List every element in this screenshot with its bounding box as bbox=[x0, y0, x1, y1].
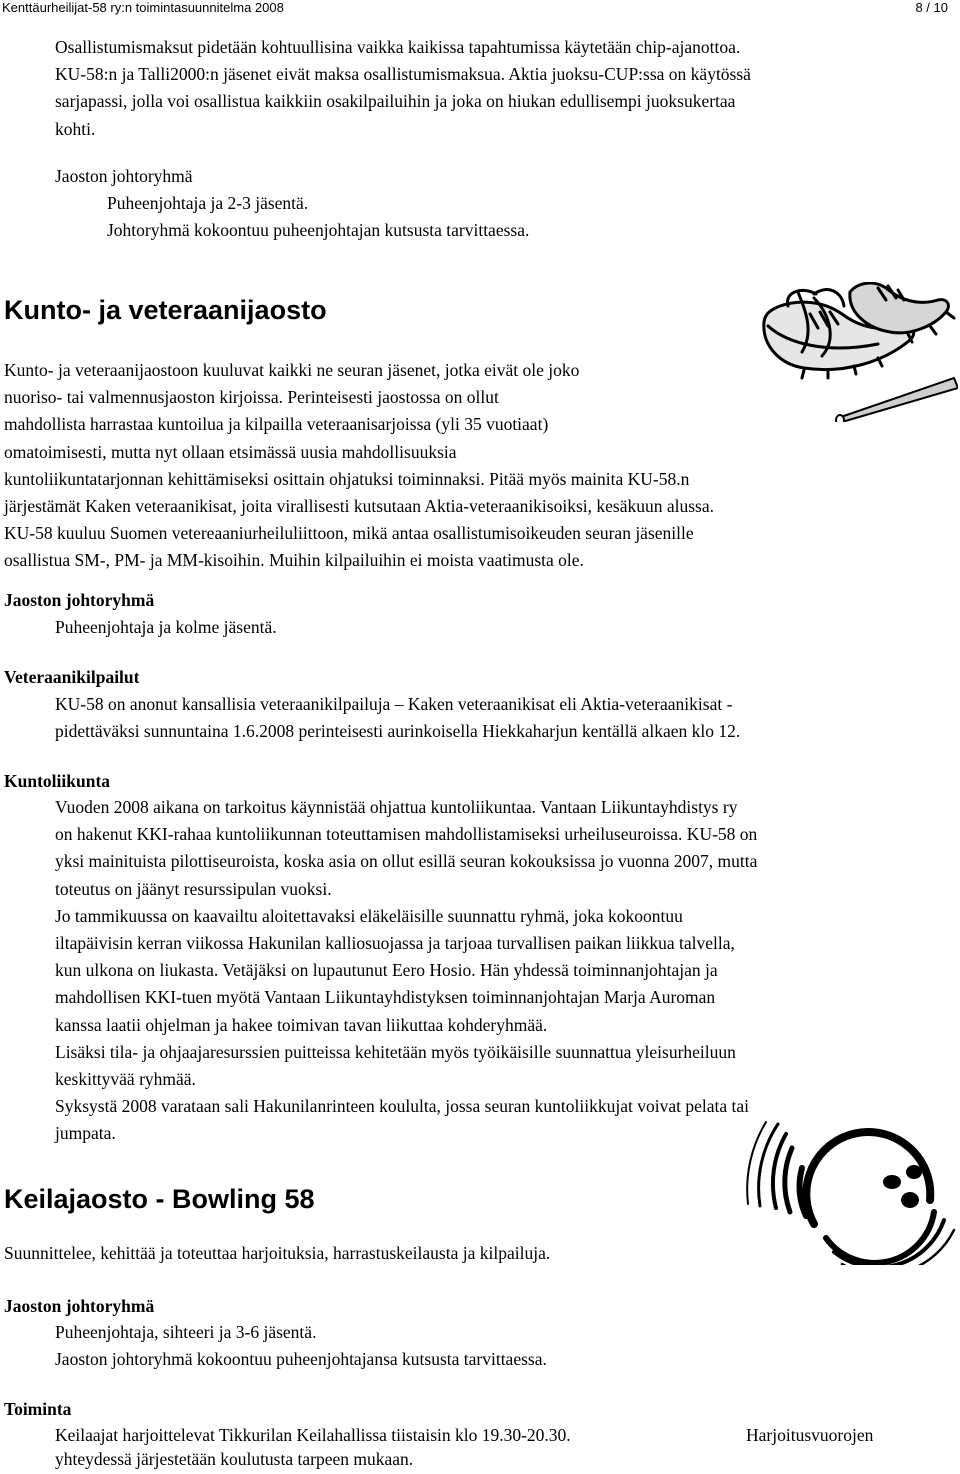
keila-group-heading: Jaoston johtoryhmä bbox=[4, 1296, 155, 1316]
intro-line: Osallistumismaksut pidetään kohtuullisina vaikka kaikissa tapahtumissa käytetään chip-ajanottoa. bbox=[55, 37, 741, 57]
kunto-group-line: Puheenjohtaja ja kolme jäsentä. bbox=[55, 617, 277, 637]
body-line: Kunto- ja veteraanijaostoon kuuluvat kaikki ne seuran jäsenet, jotka eivät ole joko bbox=[4, 360, 580, 380]
keila-group-details bbox=[55, 1319, 547, 1373]
kunto-section-heading: Kunto- ja veteraanijaosto bbox=[4, 295, 327, 325]
toiminta-heading: Toiminta bbox=[4, 1399, 72, 1419]
group-line: Johtoryhmä kokoontuu puheenjohtajan kutsusta tarvittaessa. bbox=[107, 220, 530, 241]
body-line: Lisäksi tila- ja ohjaajaresurssien puitteissa kehitetään myös työikäisille suunnattua yleisurheiluun bbox=[55, 1041, 736, 1062]
page-header bbox=[0, 0, 960, 16]
body-line: mahdollista harrastaa kuntoilua ja kilpailla veteraanisarjoissa (yli 35 vuotiaat) bbox=[4, 414, 549, 435]
veteran-heading: Veteraanikilpailut bbox=[4, 667, 140, 687]
body-line: osallistua SM-, PM- ja MM-kisoihin. Muihin kilpailuihin ei moista vaatimusta ole. bbox=[4, 550, 584, 571]
intro-line: kohti. bbox=[55, 118, 96, 139]
body-line: jumpata. bbox=[55, 1123, 116, 1144]
body-line: keskittyvää ryhmää. bbox=[55, 1069, 196, 1090]
group-line: Puheenjohtaja ja 2-3 jäsentä. bbox=[107, 193, 309, 213]
body-line: Vuoden 2008 aikana on tarkoitus käynnistää ohjattua kuntoliikuntaa. Vantaan Liikuntayhdistys ry bbox=[55, 797, 738, 817]
body-line: omatoimisesti, mutta nyt ollaan etsimässä uusia mahdollisuuksia bbox=[4, 441, 457, 462]
body-line: iltapäivisin kerran viikossa Hakunilan kalliosuojassa ja tarjoaa turvallisen paikan liikkua talvella, bbox=[55, 933, 735, 954]
body-line: Syksystä 2008 varataan sali Hakunilanrinteen koululta, jossa seuran kuntoliikkujat voivat pelata tai bbox=[55, 1096, 750, 1117]
body-line: mahdollisen KKI-tuen myötä Vantaan Liikuntayhdistyksen toiminnanjohtajan Marja Auroman bbox=[55, 987, 716, 1008]
toiminta-line-2: yhteydessä järjestetään koulutusta tarpeen mukaan. bbox=[55, 1449, 414, 1469]
intro-line: KU-58:n ja Talli2000:n jäsenet eivät maksa osallistumismaksua. Aktia juoksu-CUP:ssa on käytössä bbox=[55, 64, 751, 85]
keila-section-heading: Keilajaosto - Bowling 58 bbox=[4, 1184, 315, 1214]
bowling-ball-icon bbox=[730, 1120, 958, 1265]
intro-group-details bbox=[107, 190, 529, 244]
body-line: kuntoliikuntatarjonnan kehittämiseksi osittain ohjatuksi toiminnaksi. Pitää myös mainita KU-58.n bbox=[4, 468, 690, 489]
group-line: Puheenjohtaja, sihteeri ja 3-6 jäsentä. bbox=[55, 1322, 317, 1342]
kunto-group-heading: Jaoston johtoryhmä bbox=[4, 590, 155, 610]
kuntoliikunta-heading: Kuntoliikunta bbox=[4, 771, 111, 791]
keila-intro: Suunnittelee, kehittää ja toteuttaa harjoituksia, harrastuskeilausta ja kilpailuja. bbox=[4, 1243, 551, 1263]
intro-paragraph bbox=[55, 34, 751, 143]
running-shoes-icon bbox=[758, 282, 958, 422]
body-line: Jo tammikuussa on kaavailtu aloitettavaksi eläkeläisille suunnattu ryhmä, joka kokoontuu bbox=[55, 905, 683, 926]
kuntoliikunta-body bbox=[55, 794, 757, 1148]
body-line: järjestämät Kaken veteraanikisat, joita virallisesti kutsutaan Aktia-veteraanikisoiksi, kesäkuun alussa. bbox=[4, 496, 714, 517]
intro-group-heading: Jaoston johtoryhmä bbox=[55, 166, 193, 186]
toiminta-line-a: Keilaajat harjoittelevat Tikkurilan Keilahallissa tiistaisin klo 19.30-20.30. bbox=[55, 1425, 571, 1445]
intro-line: sarjapassi, jolla voi osallistua kaikkiin osakilpailuihin ja joka on hiukan edullisempi juoksukertaa bbox=[55, 91, 736, 112]
toiminta-line-b: Harjoitusvuorojen bbox=[746, 1425, 874, 1445]
group-line: Jaoston johtoryhmä kokoontuu puheenjohtajansa kutsusta tarvittaessa. bbox=[55, 1349, 547, 1370]
body-line: nuoriso- tai valmennusjaoston kirjoissa. Perinteisesti jaostossa on ollut bbox=[4, 387, 499, 408]
body-line: KU-58 kuuluu Suomen vetereaaniurheiluliittoon, mikä antaa osallistumisoikeuden seuran jäsenille bbox=[4, 523, 694, 544]
kunto-body bbox=[4, 357, 714, 575]
body-line: on hakenut KKI-rahaa kuntoliikunnan toteuttamisen mahdollistamiseksi urheiluseuroissa. KU-58 on bbox=[55, 824, 758, 845]
body-line: kanssa laatii ohjelman ja hakee toimivan tavan liikuttaa kohderyhmää. bbox=[55, 1014, 548, 1035]
page-number: 8 / 10 bbox=[915, 0, 948, 15]
veteran-body bbox=[55, 691, 740, 745]
body-line: kun ulkona on liukasta. Vetäjäksi on lupautunut Eero Hosio. Hän yhdessä toiminnanjohtajan ja bbox=[55, 960, 718, 981]
document-title: Kenttäurheilijat-58 ry:n toimintasuunnitelma 2008 bbox=[2, 0, 284, 15]
body-line: pidettäväksi sunnuntaina 1.6.2008 perinteisesti aurinkoisella Hiekkaharjun kentällä alkaen klo 12. bbox=[55, 721, 741, 742]
body-line: yksi mainituista pilottiseuroista, koska asia on ollut esillä seuran kokouksissa jo vuonna 2007, mutta bbox=[55, 851, 758, 872]
body-line: KU-58 on anonut kansallisia veteraanikilpailuja – Kaken veteraanikisat eli Aktia-veteraanikisat - bbox=[55, 694, 733, 714]
body-line: toteutus on jäänyt resurssipulan vuoksi. bbox=[55, 878, 332, 899]
